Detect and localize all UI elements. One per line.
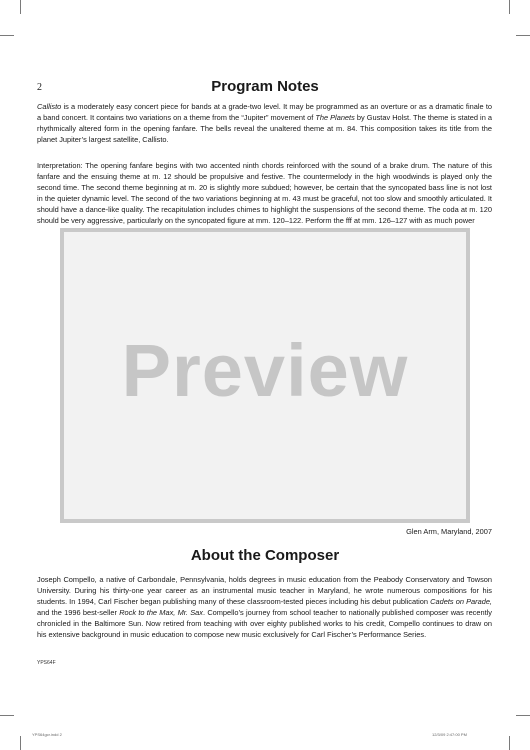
crop-mark-top-right [516, 35, 530, 36]
about-composer-paragraph [37, 574, 492, 640]
crop-mark-top-left [0, 35, 14, 36]
work-reference: The Planets [315, 113, 355, 122]
about-composer-heading: About the Composer [190, 547, 340, 564]
signoff-line: Glen Arm, Maryland, 2007 [406, 527, 492, 536]
paragraph-text: Joseph Compello, a native of Carbondale, Pennsylvania, holds degrees in music education from the Peabody Conservatory and Towson University. During his thirty-one year career as an instrumental music teacher in Maryland, he wrote numerous compositions for his students. In 1994, Carl Fischer began publishing many of these classroom-tested pieces including his debut publication [37, 575, 492, 606]
slug-timestamp: 12/3/09 2:47:00 PM [432, 732, 467, 737]
interpretation-paragraph: Interpretation: The opening fanfare begins with two accented ninth chords reinforced with the sound of a brake drum. The nature of this fanfare and the ensuing theme at m. 12 should be propulsive and festive. The countermelody in the high woodwinds is played only the second time. The second theme beginning at m. 20 is slightly more subdued; however, be certain that the syncopated bass line is not lost in the quieter dynamic level. The second of the two variations beginning at m. 43 must be graceful, not too slow and smoothly articulated. It should have a dance-like quality. The recapitulation includes chimes to highlight the suspensions of the second theme. The coda at m. 120 should be very aggressive, particularly on the syncopated figure at mm. 120–122. Perform the fff at mm. 126–127 with as much power [37, 161, 492, 225]
interpretation-clip [37, 160, 492, 229]
crop-mark-top-left [20, 0, 21, 14]
preview-watermark-text: Preview [121, 329, 409, 412]
paragraph-text: . Compello’s journey from school teacher to nationally published composer was recently chronicled in the Baltimore Sun. Now retired from teaching with over eighty published works to his credit, Compello continues to draw on his extensive background in music education to compose new music exclusively for Carl Fischer’s Performance Series. [37, 608, 492, 639]
crop-mark-bottom-left [20, 736, 21, 750]
work-reference: Cadets on Parade, [430, 597, 492, 606]
catalog-code: YPS64F [37, 660, 56, 666]
paragraph-text: is a moderately easy concert piece for bands at a grade-two level. It may be programmed as an overture or as a dramatic finale to a band concert. It contains two variations on a theme from the “Jupiter” movement of [37, 102, 492, 122]
program-notes-paragraph [37, 101, 492, 145]
crop-mark-top-right [509, 0, 510, 14]
work-reference: Rock to the Max, Mr. Sax [119, 608, 203, 617]
crop-mark-bottom-right [509, 736, 510, 750]
paragraph-text: and the 1996 best-seller [37, 608, 120, 617]
crop-mark-bottom-right [516, 715, 530, 716]
preview-watermark-box [60, 228, 470, 523]
page-number: 2 [37, 82, 42, 93]
crop-mark-bottom-left [0, 715, 14, 716]
slug-file-name: YPS64gcr.indd 2 [32, 732, 62, 737]
work-title: Callisto [37, 102, 62, 111]
program-notes-heading: Program Notes [211, 78, 319, 95]
paragraph-text: by Gustav Holst. The theme is stated in a rhythmically altered form in the opening fanfare. The bells reveal the unaltered theme at m. 84. This composition takes its title from the planet Jupiter’s largest satellite, Callisto. [37, 113, 492, 144]
